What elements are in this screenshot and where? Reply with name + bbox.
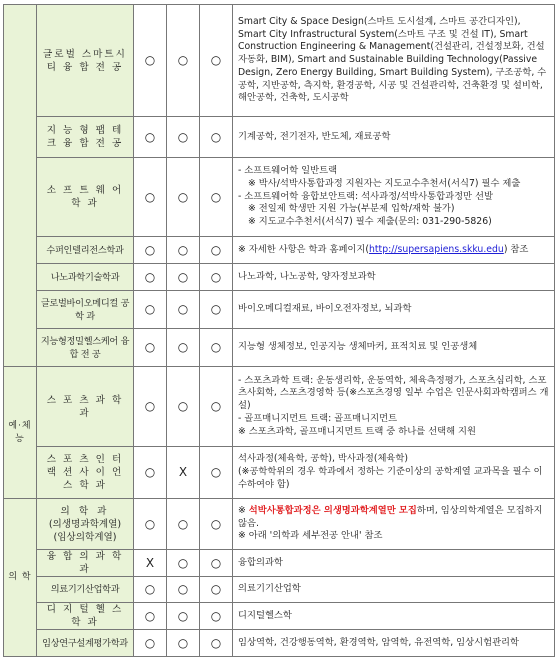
table-row (4, 577, 555, 603)
highlight-text: 석박사통합과정은 의생명과학계열만 모집 (248, 504, 417, 516)
mark-doctoral: ○ (167, 603, 200, 630)
mark-integrated: ○ (200, 630, 233, 657)
department-name: 수퍼인텔리전스학과 (37, 237, 134, 264)
table-row (4, 447, 555, 499)
department-notes: 지능형 생체정보, 인공지능 생체마커, 표적치료 및 인공생체 (233, 329, 555, 367)
mark-integrated: ○ (200, 550, 233, 577)
department-name: 디 지 털 헬 스 학 과 (37, 603, 134, 630)
note-line: ※ 전일제 학생만 지원 가능(부분제 입학/재학 불가) (248, 203, 455, 215)
table-row (4, 603, 555, 630)
table-row (4, 550, 555, 577)
department-notes: Smart City & Space Design(스마트 도시설계, 스마트 공간디자인), Smart City Infrastructural System(스마트 구조 및 건설 IT), Smart Construction Engineering & Management(건설관리, 건설정보화, 건설자동화, BIM), Smart and Sustainable Building Technology(Passive Design, Zero Energy Building, Smart Building System), 구조공학, 수공학, 지반공학, 측지학, 환경공학, 시공 및 건설관리학, 건축환경 및 설비학, 해안공학, 건축학, 도시공학 (233, 5, 555, 117)
mark-doctoral: ○ (167, 264, 200, 291)
department-notes (233, 447, 555, 499)
mark-integrated: ○ (200, 603, 233, 630)
mark-masters: ○ (134, 367, 167, 447)
department-name (37, 499, 134, 550)
mark-doctoral: ○ (167, 237, 200, 264)
homepage-link[interactable]: http://supersapiens.skku.edu (369, 243, 504, 255)
department-notes: 임상역학, 건강행동역학, 환경역학, 암역학, 유전역학, 임상시험관리학 (233, 630, 555, 657)
note-line (238, 505, 549, 530)
mark-doctoral: ○ (167, 117, 200, 158)
department-name: 나노과학기술학과 (37, 264, 134, 291)
mark-integrated: ○ (200, 367, 233, 447)
department-name: 스 포 츠 과 학 과 (37, 367, 134, 447)
department-notes (233, 237, 555, 264)
department-name: 지 능 형 팹 테 크 융 합 전 공 (37, 117, 134, 158)
mark-masters: ○ (134, 158, 167, 237)
note-line: 석사과정(체육학, 공학), 박사과정(체육학) (238, 453, 409, 465)
department-name: 소 프 트 웨 어 학 과 (37, 158, 134, 237)
mark-masters: ○ (134, 577, 167, 603)
mark-doctoral: ○ (167, 291, 200, 329)
department-name: 지능형정밀헬스케어 융 합 전 공 (37, 329, 134, 367)
table-row (4, 367, 555, 447)
note-line: - 스포츠과학 트랙: 운동생리학, 운동역학, 체육측정평가, 스포츠심리학, 스포츠사회학, 스포츠경영학 등(※스포츠경영 일부 수업은 인문사회과학캠퍼스 개설) (238, 374, 549, 412)
mark-doctoral: ○ (167, 329, 200, 367)
department-notes (233, 158, 555, 237)
note-line: ※ 아래 '의학과 세부전공 안내' 참조 (238, 530, 383, 542)
mark-masters: ○ (134, 117, 167, 158)
department-notes (233, 367, 555, 447)
mark-integrated: ○ (200, 264, 233, 291)
department-name-line: (의생명과학계열) (48, 518, 122, 530)
note-line: - 소프트웨어학 일반트랙 (238, 165, 338, 177)
mark-doctoral: X (167, 447, 200, 499)
department-name-line: (임상의학계열) (53, 531, 117, 543)
mark-masters: ○ (134, 5, 167, 117)
mark-masters: ○ (134, 329, 167, 367)
mark-masters: ○ (134, 447, 167, 499)
mark-masters: ○ (134, 603, 167, 630)
note-line: ※ 박사/석박사통합과정 지원자는 지도교수추천서(서식7) 필수 제출 (248, 177, 521, 189)
note-line: ※ 스포츠과학, 골프매니지먼트 트랙 중 하나를 선택해 지원 (238, 425, 476, 437)
note-line: ※ 지도교수추천서(서식7) 필수 제출(문의: 031-290-5826) (248, 216, 492, 228)
mark-doctoral: ○ (167, 499, 200, 550)
department-notes: 융합의과학 (233, 550, 555, 577)
mark-integrated: ○ (200, 117, 233, 158)
table-row (4, 5, 555, 117)
note-text: 하며, 임상의학계열은 모집하지 않음. (238, 504, 543, 529)
department-notes: 기계공학, 전기전자, 반도체, 재료공학 (233, 117, 555, 158)
mark-doctoral: ○ (167, 367, 200, 447)
mark-masters: ○ (134, 499, 167, 550)
note-text: ) 참조 (503, 243, 529, 255)
mark-integrated: ○ (200, 329, 233, 367)
mark-doctoral: ○ (167, 158, 200, 237)
table-row (4, 291, 555, 329)
mark-masters: ○ (134, 630, 167, 657)
category-cell-engineering (4, 5, 37, 367)
department-name: 의료기기산업학과 (37, 577, 134, 603)
table-row (4, 630, 555, 657)
department-notes: 의료기기산업학 (233, 577, 555, 603)
table-row (4, 499, 555, 550)
mark-integrated: ○ (200, 291, 233, 329)
mark-doctoral: ○ (167, 577, 200, 603)
mark-doctoral: ○ (167, 630, 200, 657)
department-notes: 나노과학, 나노공학, 양자정보과학 (233, 264, 555, 291)
department-name: 융 합 의 과 학 과 (37, 550, 134, 577)
mark-masters: X (134, 550, 167, 577)
note-text: ※ (238, 504, 249, 516)
mark-integrated: ○ (200, 237, 233, 264)
department-notes: 바이오메디컬재료, 바이오전자정보, 뇌과학 (233, 291, 555, 329)
table-row (4, 117, 555, 158)
table-row (4, 237, 555, 264)
mark-doctoral: ○ (167, 550, 200, 577)
department-name: 스 포 츠 인 터 랙 션 사 이 언 스 학 과 (37, 447, 134, 499)
mark-integrated: ○ (200, 577, 233, 603)
mark-integrated: ○ (200, 447, 233, 499)
mark-integrated: ○ (200, 499, 233, 550)
note-line: - 소프트웨어학 융합보안트랙: 석사과정/석박사통합과정만 선발 (238, 190, 493, 202)
category-cell-arts-sports: 예·체능 (4, 367, 37, 499)
category-cell-medicine: 의 학 (4, 499, 37, 657)
department-name-line: 의 학 과 (60, 505, 110, 517)
mark-integrated: ○ (200, 158, 233, 237)
department-notes (233, 499, 555, 550)
mark-masters: ○ (134, 264, 167, 291)
note-line: (※공학학위의 경우 학과에서 정하는 기준이상의 공학계열 교과목을 필수 이수하여야 함) (238, 466, 543, 490)
department-notes: 디지털헬스학 (233, 603, 555, 630)
department-name: 임상연구설계평가학과 (37, 630, 134, 657)
department-table (3, 4, 555, 657)
note-line: - 골프매니지먼트 트랙: 골프매니지먼트 (238, 412, 398, 424)
table-row (4, 158, 555, 237)
note-text: ※ 자세한 사항은 학과 홈페이지( (238, 243, 370, 255)
table-row (4, 264, 555, 291)
mark-masters: ○ (134, 237, 167, 264)
mark-masters: ○ (134, 291, 167, 329)
mark-integrated: ○ (200, 5, 233, 117)
mark-doctoral: ○ (167, 5, 200, 117)
table-row (4, 329, 555, 367)
department-name: 글로벌 스마트시티 융 합 전 공 (37, 5, 134, 117)
department-name: 글로벌바이오메디컬 공 학 과 (37, 291, 134, 329)
